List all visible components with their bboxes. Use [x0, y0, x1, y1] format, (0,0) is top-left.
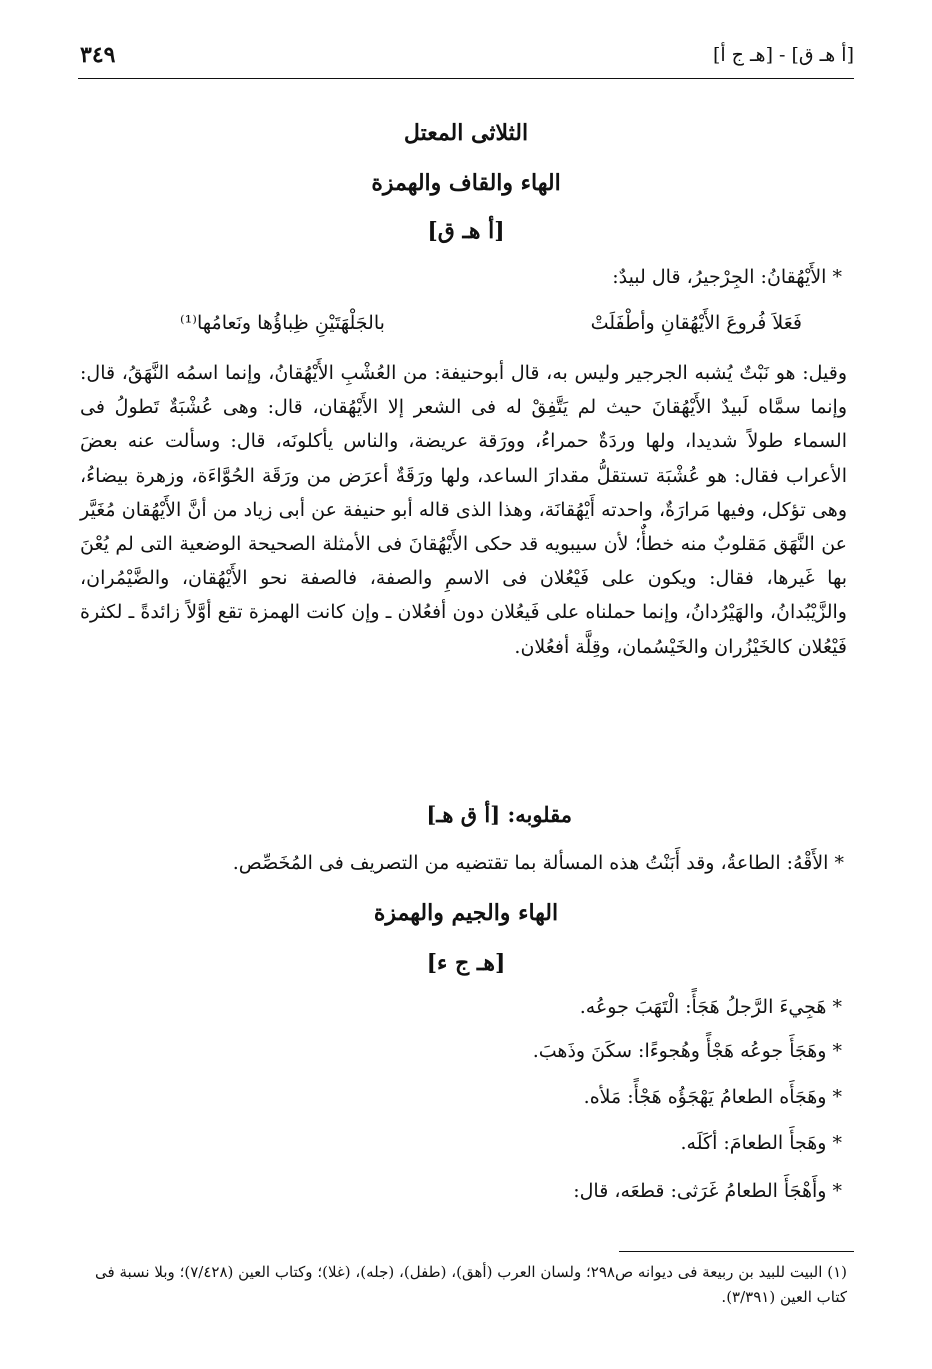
header-rule — [78, 78, 854, 79]
chapter-heading-2: الهاء والجيم والهمزة — [373, 900, 559, 926]
footnote-rule — [619, 1251, 854, 1252]
inverted-root-heading: مقلوبه: [أ ق هـ] — [426, 802, 572, 827]
verse-hemistich-right: فَعَلاَ فُروعَ الأَيْهُقانِ وأطْفَلَتْ — [590, 312, 802, 334]
verse-hemistich-left: بالجَلْهَتَيْنِ ظِباؤُها ونَعامُها⁽¹⁾ — [180, 312, 385, 334]
page-number: ٣٤٩ — [80, 42, 116, 68]
section-heading: الثلاثى المعتل — [403, 120, 529, 146]
entry-line-2: * وهَجَأَ جوعُه هَجْأً وهُجوءًا: سكَنَ وذَهبَ. — [532, 1040, 842, 1062]
entry-line-1: * هَجِيءَ الرَّجلُ هَجَأً: الْتَهَبَ جوعُه. — [579, 996, 842, 1018]
root-heading-2: [هـ ج ء] — [426, 950, 506, 976]
chapter-heading-1: الهاء والقاف والهمزة — [371, 170, 561, 196]
entry-line-5: * وأَهْجَأَ الطعامُ غَرَثى: قطعَه، قال: — [573, 1180, 842, 1202]
running-title: [أ هـ ق] - [هـ ج أ] — [712, 44, 854, 66]
root-heading-1: [أ هـ ق] — [427, 218, 505, 244]
entry-intro: * الأَيْهُقانُ: الجِرْجيرُ، قال لبيدٌ: — [612, 266, 842, 288]
entry-aqh: * الأَقْهُ: الطاعةُ، وقد أَبَنْتُ هذه المسألة بما تقتضيه من التصريف فى المُخَصِّص. — [232, 852, 844, 874]
page-header — [80, 40, 854, 78]
entry-line-3: * وهَجَأَه الطعامُ يَهْجَؤُه هَجْأً: مَلأه. — [583, 1086, 842, 1108]
entry-line-4: * وهَجأَ الطعامَ: أكَلَه. — [680, 1132, 842, 1154]
entry-paragraph: وقيل: هو نَبْتٌ يُشبه الجرجير وليس به، قال أبوحنيفة: من العُشْبِ الأَيْهُقانُ، وإنما اسمُه النَّهَقُ، قال: وإنما سمَّاه لَبيدٌ الأَيْهُقانَ حيث لم يَتَّفِقْ له فى الشعر إلا الأَيْهُقان، قال: وهى عُشْبَةٌ تَطولُ فى السماء طولاً شديدا، ولها وردَةٌ حمراءُ، وورَقة عريضة، والناس يأكلونَه، قال: وسألت عنه بعضَ الأعراب فقال: هو عُشْبَة تستقلُّ مقدارَ الساعد، ولها ورَقَةٌ أعرَض من ورَقَة الحُوَّاءَة، وزهرة بيضاءُ، وهى تؤكل، وفيها مَرارَةٌ، واحدته أَيْهُقانَة، وهذا الذى قاله أبو حنيفة عن أبى زياد من أنَّ الأَيْهُقان مُغَيَّر عن النَّهَق مَقلوبٌ منه خطأٌ؛ لأن سيبويه قد حكى الأَيْهُقانَ فى الأمثلة الصحيحة الوضعية التى لم يُعْنَ بها غَيرها، فقال: ويكون على فَيْعُلان فى الاسمِ والصفة، فالصفة نحو الأَيْهُقان، والضَّيْمُران، والزَّيْبُدانُ، والهَيْرُدانُ، وإنما حملناه على فَيعُلان دون أفعُلان ـ وإن كانت الهمزة تقع أوَّلاً زائدةً ـ لكثرة فَيْعُلان كالخَيْزُران والخَيْسُمان، وقِلَّة أفعُلان. — [80, 362, 847, 658]
footnote: (١) البيت للبيد بن ربيعة فى ديوانه ص٢٩٨؛ ولسان العرب (أهق)، (طفل)، (جله)، (غلا)؛ وكتاب العين (٧/٤٢٨)؛ وبلا نسبة فى كتاب العين (٣/٣٩١). — [95, 1263, 848, 1306]
